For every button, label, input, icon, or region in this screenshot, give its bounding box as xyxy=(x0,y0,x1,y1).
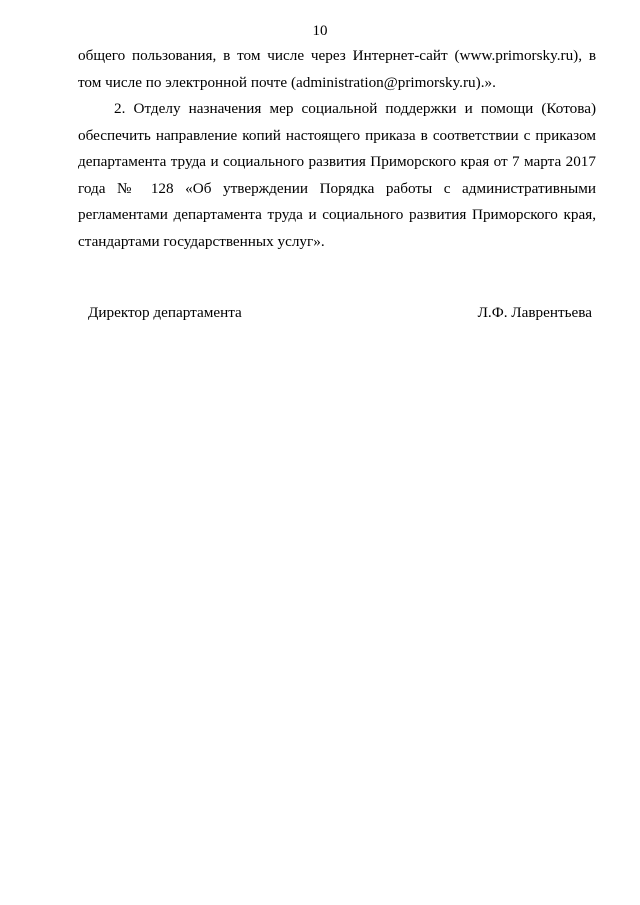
signatory-name: Л.Ф. Лаврентьева xyxy=(477,304,592,321)
signatory-position: Директор департамента xyxy=(88,304,242,321)
signature-block xyxy=(88,303,592,323)
paragraph-item-2: 2. Отделу назначения мер социальной поддержки и помощи (Котова) обеспечить направление копий настоящего приказа в соответствии с приказом департамента труда и социального развития Приморского края от 7 марта 2017 года № 128 «Об утверждении Порядка работы с административными регламентами департамента труда и социального развития Приморского края, стандартами государственных услуг». xyxy=(78,100,596,250)
paragraph-continuation: общего пользования, в том числе через Интернет-сайт (www.primorsky.ru), в том числе по электронной почте (administration@primorsky.ru).». xyxy=(78,47,596,91)
page-number: 10 xyxy=(312,23,328,39)
document-body xyxy=(78,43,596,255)
